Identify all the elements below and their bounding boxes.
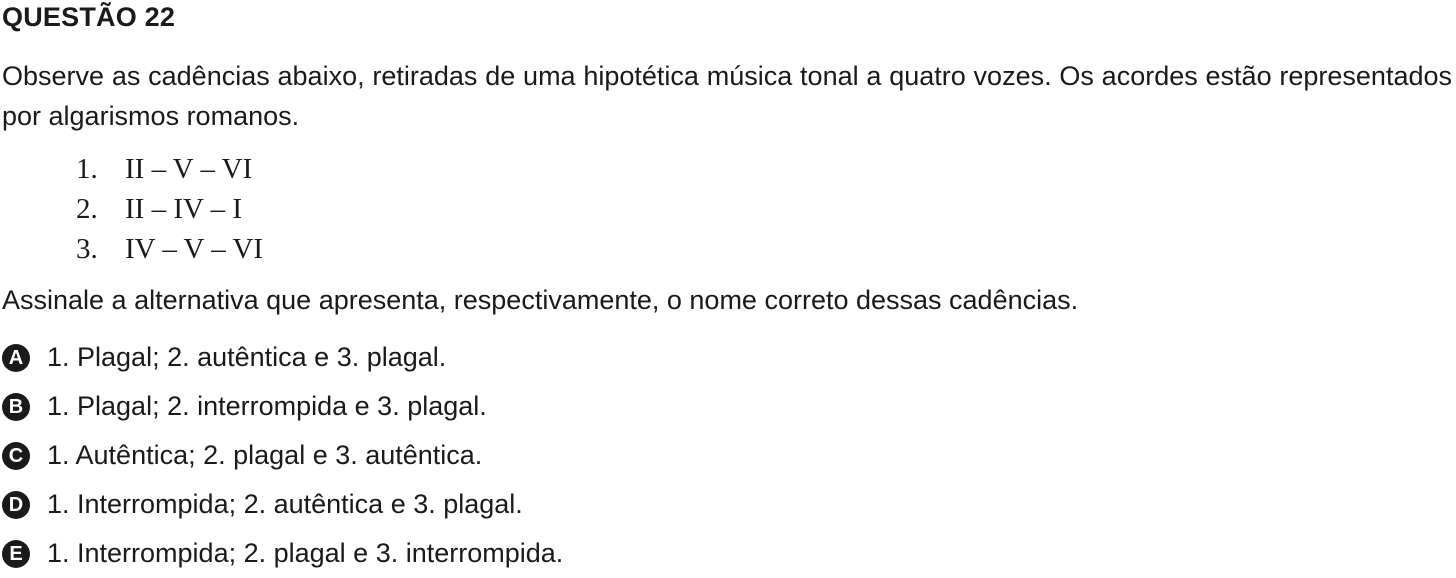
option-d[interactable] xyxy=(2,480,563,529)
cadence-list xyxy=(76,149,263,269)
option-letter-badge: D xyxy=(2,491,30,519)
option-text: 1. Interrompida; 2. autêntica e 3. plagal. xyxy=(47,489,523,519)
cadence-item-3 xyxy=(76,229,263,269)
cadence-item-2 xyxy=(76,189,263,229)
option-letter-badge: A xyxy=(2,344,30,372)
cadence-chords: II – IV – I xyxy=(125,193,243,225)
cadence-chords: II – V – VI xyxy=(125,153,253,185)
option-text: 1. Autêntica; 2. plagal e 3. autêntica. xyxy=(47,440,483,470)
cadence-chords: IV – V – VI xyxy=(125,233,264,265)
option-a[interactable] xyxy=(2,333,563,382)
option-b[interactable] xyxy=(2,382,563,431)
option-letter-badge: C xyxy=(2,442,30,470)
option-letter-badge: B xyxy=(2,393,30,421)
answer-options xyxy=(2,333,563,578)
question-stem: Observe as cadências abaixo, retiradas de uma hipotética música tonal a quatro vozes. Os acordes estão representados por algarismos romanos. xyxy=(2,61,1452,131)
option-text: 1. Plagal; 2. autêntica e 3. plagal. xyxy=(47,342,447,372)
cadence-item-1 xyxy=(76,149,263,189)
cadence-number: 1. xyxy=(76,153,98,185)
option-c[interactable] xyxy=(2,431,563,480)
option-text: 1. Plagal; 2. interrompida e 3. plagal. xyxy=(47,391,487,421)
cadence-number: 3. xyxy=(76,233,98,265)
question-title: QUESTÃO 22 xyxy=(2,2,176,32)
cadence-number: 2. xyxy=(76,193,98,225)
option-letter-badge: E xyxy=(2,540,30,568)
question-instruction: Assinale a alternativa que apresenta, respectivamente, o nome correto dessas cadências. xyxy=(2,285,1079,315)
option-text: 1. Interrompida; 2. plagal e 3. interrompida. xyxy=(47,538,564,568)
